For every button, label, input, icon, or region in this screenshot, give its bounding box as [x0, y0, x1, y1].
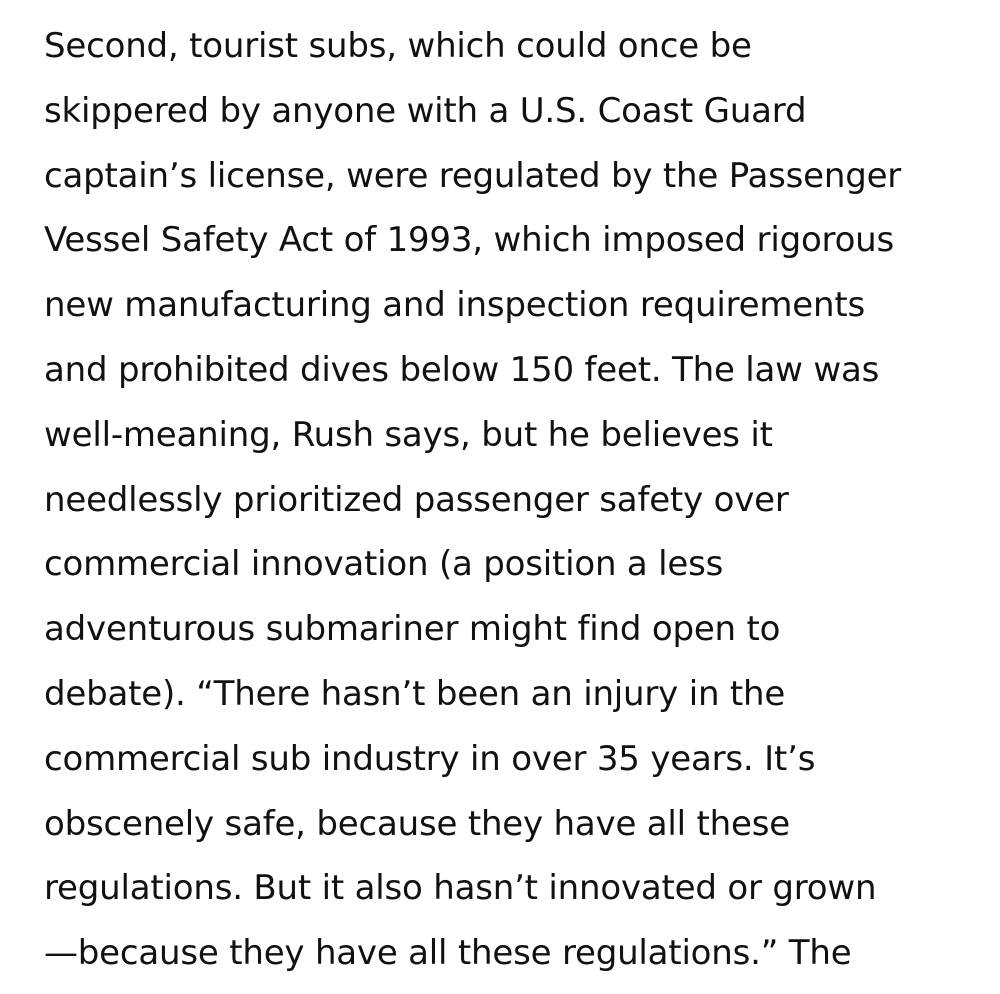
paragraph-line: commercial sub industry in over 35 years. It’s: [44, 738, 816, 779]
paragraph-line: regulations. But it also hasn’t innovated or grown: [44, 868, 877, 909]
paragraph-line: and prohibited dives below 150 feet. The law was: [44, 349, 880, 390]
paragraph-line: Vessel Safety Act of 1993, which imposed rigorous: [44, 220, 895, 261]
paragraph-line: commercial innovation (a position a less: [44, 544, 724, 585]
paragraph-line: —because they have all these regulations.” The: [44, 933, 852, 974]
article-paragraph: [44, 14, 984, 986]
paragraph-line: captain’s license, were regulated by the Passenger: [44, 155, 902, 196]
paragraph-line: skippered by anyone with a U.S. Coast Guard: [44, 90, 807, 131]
paragraph-line: adventurous submariner might find open to: [44, 609, 781, 650]
paragraph-line: obscenely safe, because they have all these: [44, 803, 790, 844]
paragraph-line: debate). “There hasn’t been an injury in the: [44, 673, 786, 714]
paragraph-line: needlessly prioritized passenger safety over: [44, 479, 789, 520]
paragraph-line: new manufacturing and inspection requirements: [44, 285, 865, 326]
paragraph-line: Second, tourist subs, which could once be: [44, 26, 752, 66]
paragraph-line: well-meaning, Rush says, but he believes it: [44, 414, 773, 455]
